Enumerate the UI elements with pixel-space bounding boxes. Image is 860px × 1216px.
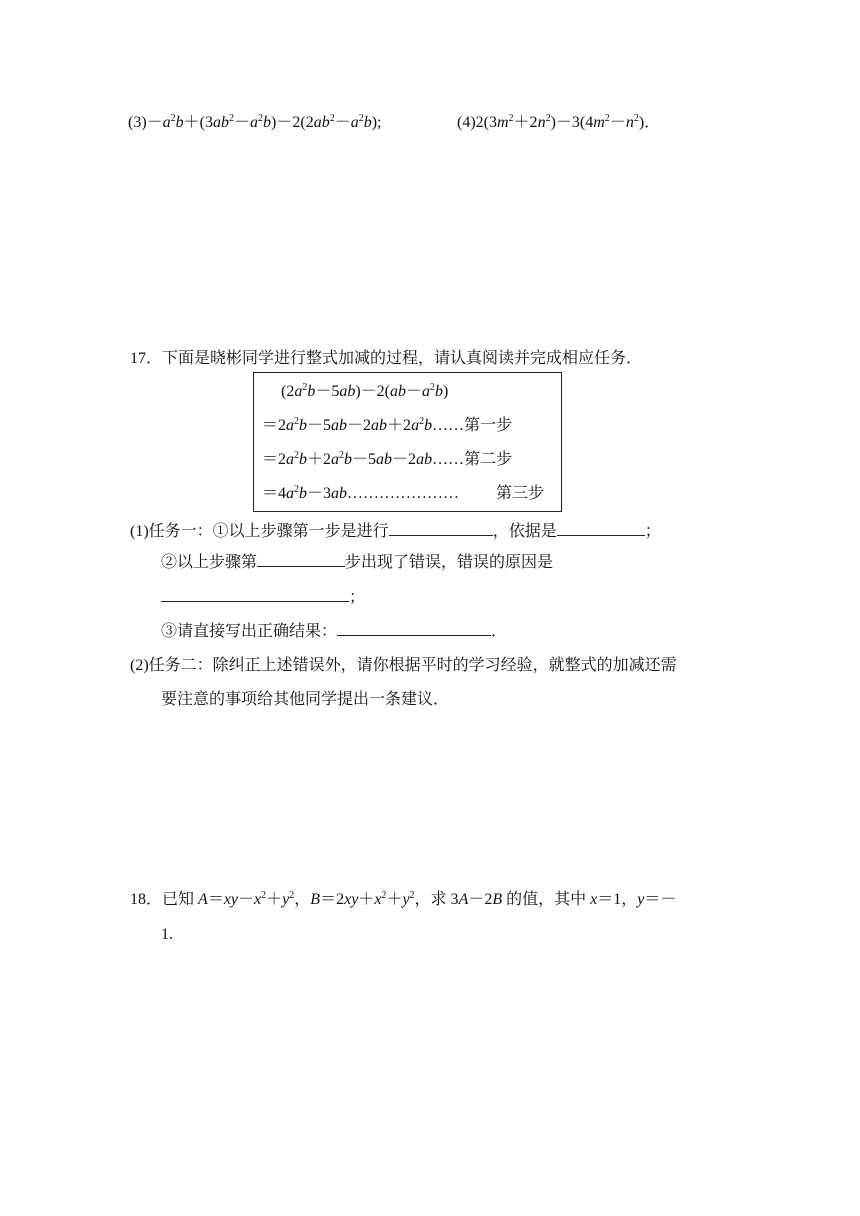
work-line-0: $(2a^2b-5ab)-2(ab-a^2b)$ <box>281 382 449 400</box>
problem-18-line-2: 1. <box>161 926 173 943</box>
problem-16-3: $(3)-a^2b+(3ab^2-a^2b)-2(2ab^2-a^2b)$; <box>128 113 382 131</box>
problem-16-4: $(4)2(3m^2+2n^2)-3(4m^2-n^2)$． <box>457 113 661 131</box>
task1-line-c: ③请直接写出正确结果： ． <box>161 623 508 640</box>
problem-18-line-1: 18．已知 $A=xy-x^2+y^2$，$B=2xy+x^2+y^2$，求 3A－2B 的值，其中 x＝1，y＝－ <box>130 890 677 908</box>
task2-line-2: 要注意的事项给其他同学提出一条建议． <box>161 691 450 708</box>
work-line-1: $=2a^2b-5ab-2ab+2a^2b\dots\dots$第一步 <box>262 416 513 434</box>
work-line-2: $=2a^2b+2a^2b-5ab-2ab\dots\dots$第二步 <box>262 450 513 468</box>
answer-blank-4[interactable] <box>161 587 349 602</box>
answer-blank-2[interactable] <box>557 521 645 536</box>
answer-blank-1[interactable] <box>389 521 493 536</box>
answer-blank-5[interactable] <box>337 621 491 636</box>
task1-line-b-cont: ； <box>161 587 365 608</box>
answer-blank-3[interactable] <box>257 552 345 567</box>
task2-line-1: (2)任务二：除纠正上述错误外，请你根据平时的学习经验，就整式的加减还需 <box>130 657 677 674</box>
work-line-3-label: 第三步 <box>496 485 545 502</box>
task1-line-b: ②以上步骤第 步出现了错误，错误的原因是 <box>161 554 554 571</box>
problem-17-stem: 17．下面是晓彬同学进行整式加减的过程，请认真阅读并完成相应任务． <box>130 350 643 367</box>
work-line-3: $=4a^2b-3ab\dots\dots\dots\dots\dots\dots\dots$ <box>262 484 460 502</box>
task1-line-a: (1)任务一：①以上步骤第一步是进行 ，依据是 ； <box>130 523 661 540</box>
problem-number: 17． <box>130 350 163 367</box>
problem-number: 18． <box>130 891 163 908</box>
